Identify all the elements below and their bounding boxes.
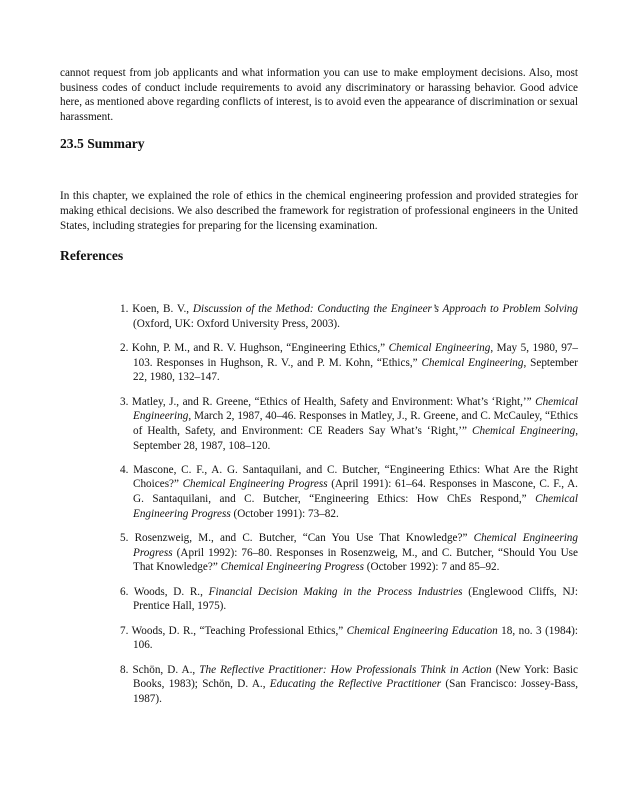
reference-item xyxy=(120,663,578,707)
summary-paragraph: In this chapter, we explained the role of ethics in the chemical engineering profession and provided strategies for making ethical decisions. We also described the framework for registration of professional engineers in the United States, including strategies for preparing for the licensing examination. xyxy=(60,190,578,232)
reference-text: Schön, D. A., xyxy=(132,663,200,676)
reference-item xyxy=(120,395,578,453)
reference-title: Chemical Engineering Progress xyxy=(133,493,578,520)
reference-text: Woods, D. R., “Teaching Professional Ethics,” xyxy=(131,624,347,637)
reference-text: , May 5, 1980, 97–103. Responses in Hughson, R. V., and P. M. Kohn, “Ethics,” xyxy=(133,342,578,369)
summary-heading: 23.5 Summary xyxy=(60,136,145,152)
reference-number: 1. xyxy=(120,303,133,316)
reference-title: Chemical Engineering Progress xyxy=(182,478,328,491)
reference-text: 18, no. 3 (1984): 106. xyxy=(133,624,579,652)
reference-text: Mascone, C. F., A. G. Santaquilani, and C. Butcher, “Engineering Ethics: What Are the Right Choices?” xyxy=(133,463,578,491)
reference-title: Chemical Engineering Education xyxy=(346,624,498,637)
reference-text: (Englewood Cliffs, NJ: Prentice Hall, 1975). xyxy=(133,585,578,613)
reference-number: 2. xyxy=(120,342,132,355)
reference-number: 5. xyxy=(120,532,135,545)
reference-text: Koen, B. V., xyxy=(132,303,193,316)
reference-item xyxy=(120,463,578,521)
reference-title: Discussion of the Method: Conducting the Engineer’s Approach to Problem Solving xyxy=(192,303,578,316)
reference-number: 8. xyxy=(120,663,133,676)
reference-item xyxy=(120,624,578,653)
reference-item xyxy=(120,341,578,385)
reference-number: 6. xyxy=(120,585,134,598)
reference-text: (New York: Basic Books, 1983); Schön, D. A., xyxy=(133,663,579,691)
reference-text: , March 2, 1987, 40–46. Responses in Matley, J., R. Greene, and C. McCauley, “Ethics of Health, Safety, and Environment: CE Readers Say What’s ‘Right,’” xyxy=(133,410,578,437)
reference-item xyxy=(120,302,578,331)
reference-text: , September 22, 1980, 132–147. xyxy=(133,356,578,384)
reference-title: Educating the Reflective Practitioner xyxy=(269,678,442,691)
reference-title: Financial Decision Making in the Process Industries xyxy=(208,585,463,598)
reference-text: (San Francisco: Jossey-Bass, 1987). xyxy=(133,678,578,705)
reference-title: Chemical Engineering xyxy=(133,395,579,423)
reference-text: , September 28, 1987, 108–120. xyxy=(133,424,578,452)
reference-title: Chemical Engineering Progress xyxy=(220,561,364,574)
reference-text: Kohn, P. M., and R. V. Hughson, “Engineering Ethics,” xyxy=(131,342,389,355)
reference-text: (April 1991): 61–64. Responses in Mascone, C. F., A. G. Santaquilani, and C. Butcher, “Engineering Ethics: How ChEs Respond,” xyxy=(133,478,578,506)
intro-paragraph: cannot request from job applicants and what information you can use to make employment decisions. Also, most business codes of conduct include requirements to avoid any discriminatory or harassing behavior. Good advice here, as mentioned above regarding conflicts of interest, is to avoid even the appearance of discrimination or sexual harassment. xyxy=(60,67,578,123)
reference-title: Chemical Engineering xyxy=(472,424,576,437)
reference-title: Chemical Engineering Progress xyxy=(133,532,578,559)
reference-text: Woods, D. R., xyxy=(133,585,209,598)
reference-text: (October 1992): 7 and 85–92. xyxy=(363,561,500,574)
reference-text: Matley, J., and R. Greene, “Ethics of Health, Safety and Environment: What’s ‘Right,’” xyxy=(131,395,536,408)
reference-title: Chemical Engineering xyxy=(421,356,524,369)
reference-number: 7. xyxy=(120,624,132,637)
reference-text: (Oxford, UK: Oxford University Press, 2003). xyxy=(133,317,340,330)
reference-number: 4. xyxy=(120,463,134,476)
reference-text: Rosenzweig, M., and C. Butcher, “Can You Use That Knowledge?” xyxy=(134,532,474,545)
reference-number: 3. xyxy=(120,395,132,408)
reference-text: (April 1992): 76–80. Responses in Rosenzweig, M., and C. Butcher, “Should You Use That Knowledge?” xyxy=(133,546,578,574)
reference-title: Chemical Engineering xyxy=(388,342,491,355)
reference-text: (October 1991): 73–82. xyxy=(230,507,339,520)
reference-title: The Reflective Practitioner: How Professionals Think in Action xyxy=(199,663,492,676)
reference-item xyxy=(120,531,578,575)
references-list xyxy=(120,302,578,706)
reference-item xyxy=(120,585,578,614)
references-heading: References xyxy=(60,248,124,264)
